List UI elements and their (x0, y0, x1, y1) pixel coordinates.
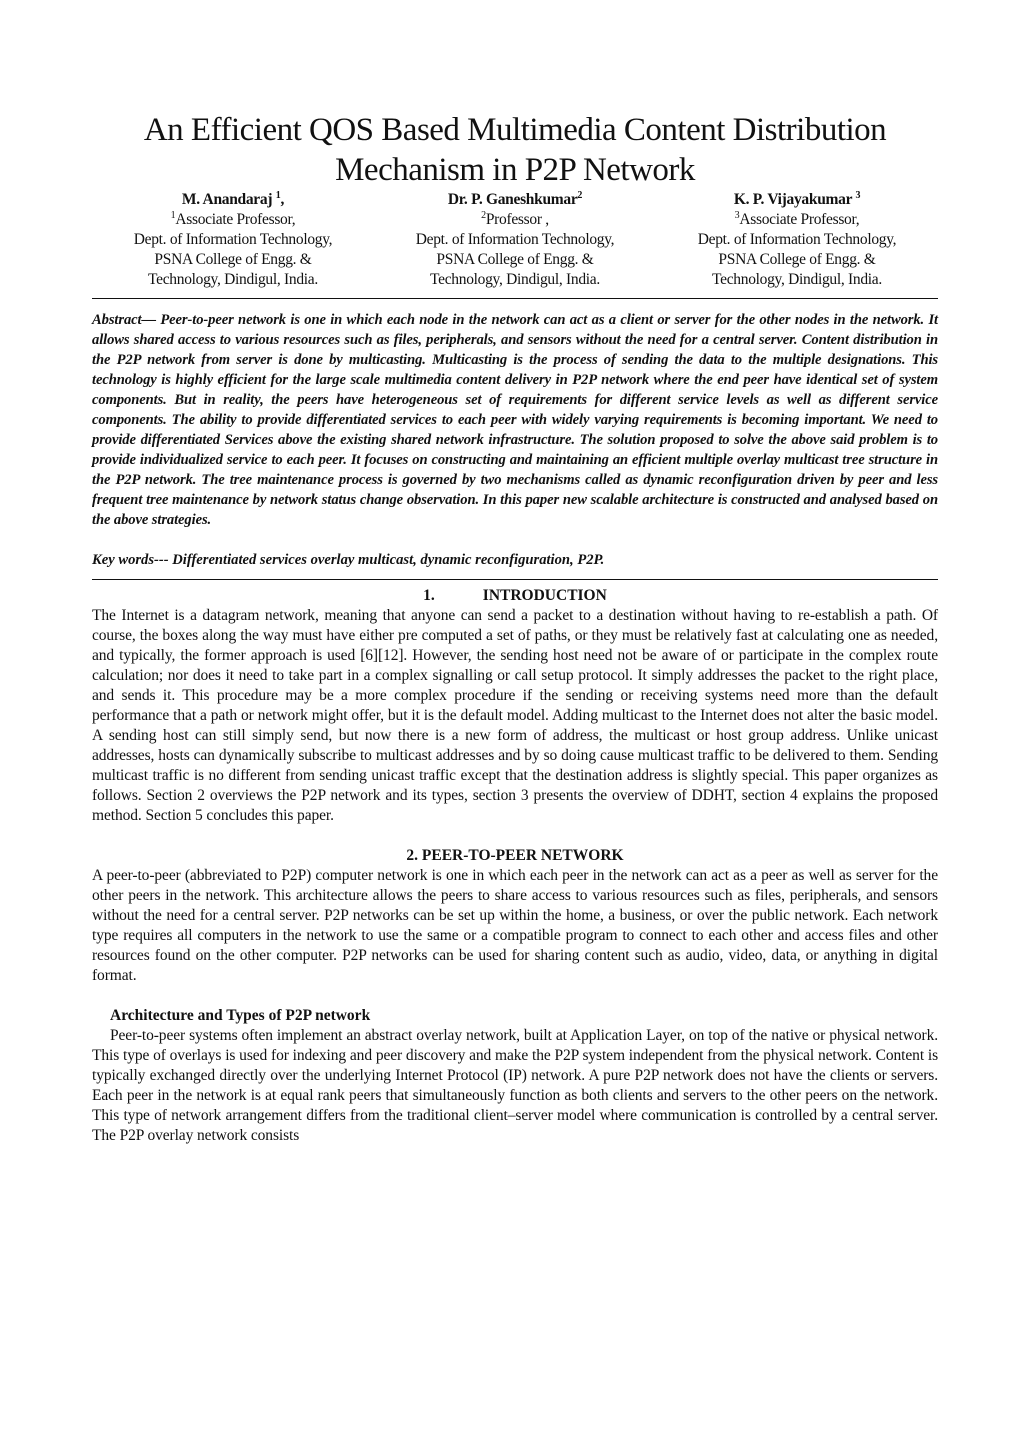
author-3-aff-sup: 3 (734, 209, 740, 221)
abstract: Abstract— Peer-to-peer network is one in which each node in the network can act as a client or server for the other nodes in the network. It allows shared access to various resources such as files, peripherals, and sensors without the need for a central server. Content distribution in the P2P network from server is done by multicasting. Multicasting is the process of sending the data to the multiple designations. This technology is highly efficient for the large scale multimedia content delivery in P2P network where the end peer have identical set of system components. But in reality, the peers have heterogeneous set of requirements for different service levels as well as different service components. The ability to provide differentiated services to each peer with widely varying requirements is becoming important. We need to provide differentiated Services above the existing shared network infrastructure. The solution proposed to solve the above said problem is to provide individualized service to each peer. It focuses on constructing and maintaining an efficient multiple overlay multicast tree structure in the P2P network. The tree maintenance process is governed by two mechanisms called as dynamic reconfiguration driven by peer and less frequent tree maintenance by network status change observation. In this paper new scalable architecture is constructed and analysed based on the above strategies. (92, 312, 938, 528)
author-block (92, 190, 938, 290)
author-1-dept: Dept. of Information Technology, (133, 231, 333, 248)
author-2-dept: Dept. of Information Technology, (415, 231, 615, 248)
title-line-1: An Efficient QOS Based Multimedia Content Distribution (143, 112, 887, 148)
author-2 (374, 190, 656, 290)
author-3-role: Associate Professor, (739, 211, 860, 228)
author-1-aff-sup: 1 (170, 209, 176, 221)
title-line-2: Mechanism in P2P Network (335, 152, 695, 188)
section-1-number: 1. (423, 587, 435, 604)
author-2-role: Professor , (485, 211, 549, 228)
subsection-heading: Architecture and Types of P2P network (110, 1007, 371, 1024)
section-1-title: INTRODUCTION (482, 587, 607, 604)
author-3-name: K. P. Vijayakumar (733, 191, 852, 208)
author-3-college: PSNA College of Engg. & (718, 251, 876, 268)
author-2-college: PSNA College of Engg. & (436, 251, 594, 268)
author-3-sup: 3 (855, 189, 861, 201)
section-2-heading: 2. PEER-TO-PEER NETWORK (406, 847, 624, 864)
paper-page (92, 110, 938, 1146)
author-1-place: Technology, Dindigul, India. (148, 271, 318, 288)
author-1-role: Associate Professor, (175, 211, 296, 228)
section-1-heading (92, 586, 938, 606)
keywords: Key words--- Differentiated services overlay multicast, dynamic reconfiguration, P2P. (92, 552, 605, 568)
author-2-sup: 2 (577, 189, 583, 201)
author-1 (92, 190, 374, 290)
header-divider (92, 298, 938, 299)
author-3-dept: Dept. of Information Technology, (697, 231, 897, 248)
author-1-name: M. Anandaraj (181, 191, 273, 208)
author-1-sup: 1 (275, 189, 281, 201)
author-1-suffix: , (280, 191, 285, 208)
paper-title (92, 110, 938, 190)
author-1-college: PSNA College of Engg. & (154, 251, 312, 268)
section-1-body: The Internet is a datagram network, meaning that anyone can send a packet to a destination without having to re-establish a path. Of course, the boxes along the way must have either pre computed a set of paths, or they must be relatively fast at calculating one as needed, and typically, the former approach is used [6][12]. However, the sending host need not be aware of or participate in the complex route calculation; nor does it need to take part in a complex signalling or call setup protocol. It simply addresses the packet to the right place, and sends it. This procedure may be a more complex procedure if the sending or receiving systems need more than the default performance that a path or network might offer, but it is the default model. Adding multicast to the Internet does not alter the basic model. A sending host can still simply send, but now there is a new form of address, the multicast or host group address. Unlike unicast addresses, hosts can dynamically subscribe to multicast addresses and by so doing cause multicast traffic to be delivered to them. Sending multicast traffic is no different from sending unicast traffic except that the destination address is slightly special. This paper organizes as follows. Section 2 overviews the P2P network and its types, section 3 presents the overview of DDHT, section 4 explains the proposed method. Section 5 concludes this paper. (92, 607, 938, 824)
section-2-body: A peer-to-peer (abbreviated to P2P) computer network is one in which each peer in the network can act as a peer as well as server for the other peers in the network. This architecture allows the peers to share access to various resources such as files, peripherals, and sensors without the need for a central server. P2P networks can be set up within the home, a business, or over the public network. Each network type requires all computers in the network to use the same or a compatible program to connect to each other and access files and other resources found on the other computer. P2P networks can be used for sharing content such as audio, video, data, or anything in digital format. (92, 867, 938, 984)
subsection-body: Peer-to-peer systems often implement an abstract overlay network, built at Application Layer, on top of the native or physical network. This type of overlays is used for indexing and peer discovery and make the P2P system independent from the physical network. Content is typically exchanged directly over the underlying Internet Protocol (IP) network. A pure P2P network does not have the clients or servers. Each peer in the network is at equal rank peers that simultaneously function as both clients and servers to the other peers on the network. This type of network arrangement differs from the traditional client–server model where communication is controlled by a central server. The P2P overlay network consists (92, 1027, 938, 1144)
abstract-divider (92, 579, 938, 580)
author-2-place: Technology, Dindigul, India. (430, 271, 600, 288)
author-2-name: Dr. P. Ganeshkumar (447, 191, 578, 208)
author-3 (656, 190, 938, 290)
author-3-place: Technology, Dindigul, India. (712, 271, 882, 288)
author-2-aff-sup: 2 (481, 209, 486, 221)
